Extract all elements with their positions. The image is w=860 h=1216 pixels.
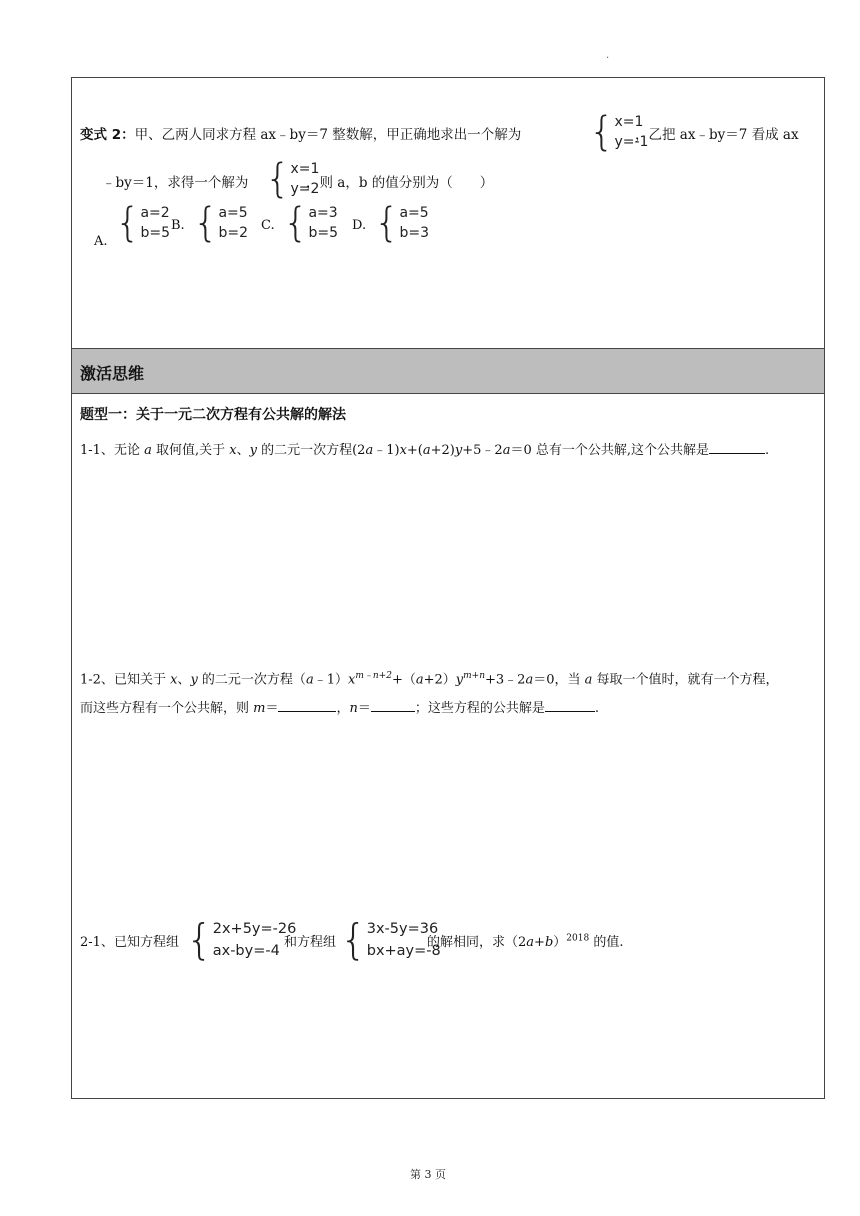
left-brace-icon: {	[115, 200, 141, 246]
q11-text: ＝0 总有一个公共解,这个公共解是	[510, 443, 709, 458]
exponent: m+n	[463, 671, 486, 681]
left-brace-icon: {	[186, 915, 213, 964]
option-c-system	[283, 200, 338, 246]
left-brace-icon: {	[193, 200, 219, 246]
var-y: y	[249, 443, 257, 458]
option-b-line2: b=2	[218, 225, 248, 241]
worksheet-frame	[71, 77, 825, 1099]
q21-text: 已知方程组	[113, 935, 179, 950]
left-brace-icon: {	[265, 156, 291, 202]
option-a-line1: a=2	[140, 205, 170, 221]
q12-text: 而这些方程有一个公共解，则	[80, 701, 254, 716]
type1-title: 题型一：关于一元二次方程有公共解的解法	[80, 407, 346, 423]
exponent: m﹣n+2	[355, 671, 392, 681]
var-a: a	[526, 935, 535, 950]
variant2-solution1-line1: x=1	[614, 114, 644, 130]
option-b-system	[193, 200, 248, 246]
section-header	[72, 348, 824, 394]
variant2-text2: ，乙把 ax﹣by＝7 看成 ax	[635, 127, 799, 143]
var-y: y	[190, 672, 198, 688]
variant2-solution2-line1: x=1	[290, 161, 320, 177]
q12-number: 1-2、	[80, 672, 114, 688]
q11-text: 取何值,关于	[151, 443, 230, 458]
q21-system-a	[186, 915, 297, 964]
option-a-line2: b=5	[140, 225, 170, 241]
option-d-line2: b=3	[399, 225, 429, 241]
q12-text: ＝	[265, 701, 279, 716]
option-a-system	[115, 200, 170, 246]
q12-text: ﹣1）	[313, 672, 348, 688]
option-a-label: A.	[94, 234, 108, 249]
top-mark: .	[606, 50, 610, 61]
answer-blank-solution[interactable]	[545, 697, 595, 712]
var-a: a	[584, 672, 593, 688]
q12-text: 、	[177, 672, 191, 688]
question-1-2-line1	[80, 668, 779, 687]
q21-number: 2-1、	[80, 935, 114, 950]
q12-text: ＝	[357, 701, 371, 716]
variant2-line1	[80, 123, 521, 143]
option-c-line2: b=5	[308, 225, 338, 241]
variant2-text3: ﹣by＝1，求得一个解为	[102, 175, 249, 191]
page-number: 第 3 页	[410, 1168, 446, 1181]
q21-suffix	[427, 931, 623, 950]
q11-text: 、	[236, 443, 250, 458]
q21-system-b-line1: 3x-5y=36	[366, 921, 439, 937]
q11-text: .	[765, 443, 770, 458]
left-brace-icon: {	[283, 200, 309, 246]
q12-text: +2）	[423, 672, 456, 688]
var-y: y	[454, 443, 463, 458]
option-c-line1: a=3	[308, 205, 338, 221]
question-1-1	[80, 439, 769, 458]
q21-system-a-line2: ax-by=-4	[212, 943, 280, 959]
option-b-line1: a=5	[218, 205, 248, 221]
option-d-system	[374, 200, 429, 246]
q12-text: ＝0，当	[533, 672, 585, 688]
q21-text2: 和方程组	[284, 935, 337, 950]
q11-text: 无论	[113, 443, 145, 458]
option-d-label: D.	[352, 218, 367, 233]
question-1-2-line2	[80, 697, 599, 716]
var-a: a	[422, 443, 431, 458]
answer-blank[interactable]	[709, 439, 765, 454]
q21-prefix	[80, 931, 179, 950]
q11-text: ﹣1)	[373, 443, 400, 458]
variant2-solution1-line2: y=-1	[614, 134, 649, 150]
q12-text: 的二元一次方程（	[197, 672, 306, 688]
q11-text: 的二元一次方程(2	[256, 443, 366, 458]
q12-text: ，	[336, 701, 350, 716]
left-brace-icon: {	[340, 915, 367, 964]
q11-number: 1-1、	[80, 443, 114, 458]
var-a: a	[502, 443, 511, 458]
var-a: a	[365, 443, 374, 458]
variant2-text1: 甲、乙两人同求方程 ax﹣by＝7 整数解，甲正确地求出一个解为	[134, 127, 522, 143]
q12-text: ；这些方程的公共解是	[414, 701, 545, 716]
var-y: y	[455, 672, 464, 688]
var-a: a	[415, 672, 424, 688]
answer-blank-m[interactable]	[278, 697, 336, 712]
variant2-label: 变式 2：	[80, 127, 135, 143]
var-x: x	[347, 672, 356, 688]
q21-text: 的解相同，求（2	[427, 935, 527, 950]
var-a: a	[144, 443, 152, 458]
q12-text: +（	[391, 672, 416, 688]
variant2-solution2-line2: y=2	[290, 181, 320, 197]
option-b-label: B.	[171, 218, 185, 233]
q21-system-b-line2: bx+ay=-8	[366, 943, 441, 959]
q21-system-b	[340, 915, 441, 964]
left-brace-icon: {	[589, 109, 615, 155]
q12-text: +3﹣2	[485, 672, 526, 688]
exponent: 2018	[566, 933, 590, 944]
q12-text: 每取一个值时，就有一个方程，	[592, 672, 779, 688]
var-a: a	[525, 672, 534, 688]
answer-blank-n[interactable]	[371, 697, 415, 712]
q21-text: ）	[553, 935, 567, 950]
q11-text: +5﹣2	[462, 443, 503, 458]
var-n: n	[349, 701, 358, 716]
option-c-label: C.	[261, 218, 275, 233]
option-d-line1: a=5	[399, 205, 429, 221]
variant2-text4: ，则 a，b 的值分别为（ ）	[306, 175, 494, 191]
var-x: x	[229, 443, 237, 458]
q21-text: 的值.	[589, 935, 624, 950]
var-a: a	[305, 672, 314, 688]
q21-system-a-line1: 2x+5y=-26	[212, 921, 297, 937]
q12-text: 已知关于	[113, 672, 171, 688]
q11-text: +(	[406, 443, 423, 458]
var-b: b	[544, 935, 554, 950]
q11-text: +2)	[430, 443, 455, 458]
section-title: 激活思维	[80, 364, 145, 383]
q12-text: .	[594, 701, 600, 716]
var-x: x	[399, 443, 407, 458]
left-brace-icon: {	[374, 200, 400, 246]
q21-text: +	[534, 935, 545, 950]
var-m: m	[253, 701, 266, 716]
var-x: x	[170, 672, 178, 688]
